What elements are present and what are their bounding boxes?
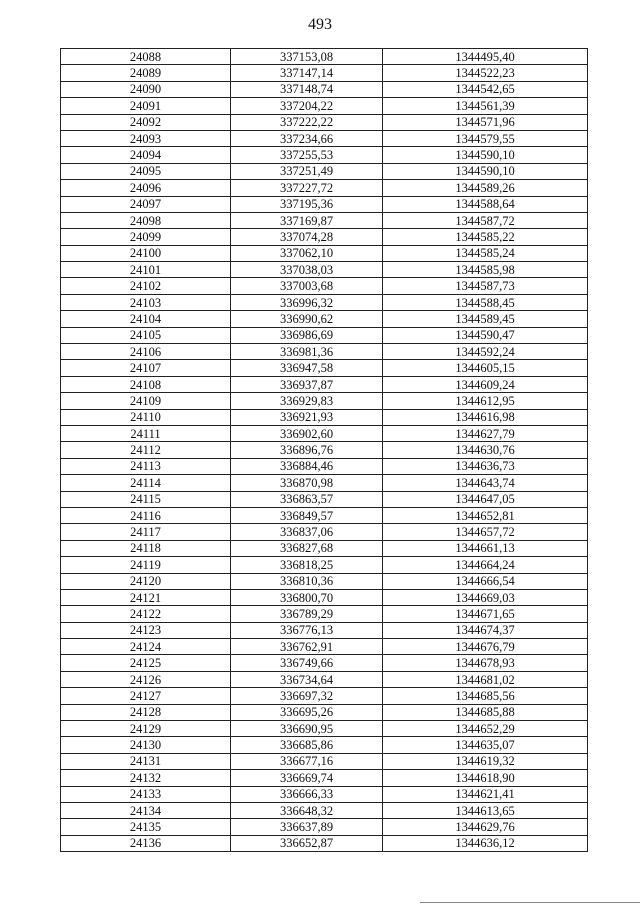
point-number-cell: 24088 <box>61 49 231 65</box>
y-coordinate-cell: 1344585,98 <box>383 262 588 278</box>
table-row <box>61 573 588 589</box>
y-coordinate-cell: 1344629,76 <box>383 819 588 835</box>
table-row <box>61 311 588 327</box>
x-coordinate-cell: 337038,03 <box>231 262 383 278</box>
scan-edge-line <box>420 902 640 903</box>
table-row <box>61 245 588 261</box>
x-coordinate-cell: 336902,60 <box>231 425 383 441</box>
table-row <box>61 622 588 638</box>
point-number-cell: 24106 <box>61 344 231 360</box>
y-coordinate-cell: 1344671,65 <box>383 606 588 622</box>
x-coordinate-cell: 336818,25 <box>231 557 383 573</box>
point-number-cell: 24135 <box>61 819 231 835</box>
table-row <box>61 409 588 425</box>
x-coordinate-cell: 336762,91 <box>231 639 383 655</box>
page-number: 493 <box>308 16 332 33</box>
table-row <box>61 721 588 737</box>
point-number-cell: 24131 <box>61 753 231 769</box>
y-coordinate-cell: 1344561,39 <box>383 98 588 114</box>
point-number-cell: 24108 <box>61 376 231 392</box>
point-number-cell: 24126 <box>61 671 231 687</box>
table-row <box>61 147 588 163</box>
point-number-cell: 24092 <box>61 114 231 130</box>
point-number-cell: 24098 <box>61 212 231 228</box>
table-row <box>61 360 588 376</box>
point-number-cell: 24105 <box>61 327 231 343</box>
point-number-cell: 24128 <box>61 704 231 720</box>
x-coordinate-cell: 336669,74 <box>231 770 383 786</box>
x-coordinate-cell: 337255,53 <box>231 147 383 163</box>
y-coordinate-cell: 1344589,45 <box>383 311 588 327</box>
x-coordinate-cell: 337227,72 <box>231 180 383 196</box>
y-coordinate-cell: 1344612,95 <box>383 393 588 409</box>
y-coordinate-cell: 1344571,96 <box>383 114 588 130</box>
x-coordinate-cell: 336849,57 <box>231 507 383 523</box>
y-coordinate-cell: 1344495,40 <box>383 49 588 65</box>
table-body <box>61 49 588 852</box>
table-row <box>61 81 588 97</box>
point-number-cell: 24103 <box>61 294 231 310</box>
table-row <box>61 114 588 130</box>
x-coordinate-cell: 336981,36 <box>231 344 383 360</box>
table-row <box>61 278 588 294</box>
table-row <box>61 65 588 81</box>
table-row <box>61 786 588 802</box>
y-coordinate-cell: 1344592,24 <box>383 344 588 360</box>
table-row <box>61 49 588 65</box>
x-coordinate-cell: 337074,28 <box>231 229 383 245</box>
y-coordinate-cell: 1344657,72 <box>383 524 588 540</box>
table-row <box>61 393 588 409</box>
x-coordinate-cell: 337204,22 <box>231 98 383 114</box>
table-row <box>61 802 588 818</box>
point-number-cell: 24133 <box>61 786 231 802</box>
y-coordinate-cell: 1344587,72 <box>383 212 588 228</box>
point-number-cell: 24125 <box>61 655 231 671</box>
x-coordinate-cell: 336870,98 <box>231 475 383 491</box>
x-coordinate-cell: 337148,74 <box>231 81 383 97</box>
y-coordinate-cell: 1344652,81 <box>383 507 588 523</box>
y-coordinate-cell: 1344685,56 <box>383 688 588 704</box>
point-number-cell: 24111 <box>61 425 231 441</box>
table-row <box>61 770 588 786</box>
table-row <box>61 540 588 556</box>
table-row <box>61 376 588 392</box>
table-row <box>61 130 588 146</box>
point-number-cell: 24093 <box>61 130 231 146</box>
table-row <box>61 163 588 179</box>
x-coordinate-cell: 336863,57 <box>231 491 383 507</box>
table-row <box>61 442 588 458</box>
table-row <box>61 737 588 753</box>
y-coordinate-cell: 1344590,47 <box>383 327 588 343</box>
y-coordinate-cell: 1344685,88 <box>383 704 588 720</box>
point-number-cell: 24123 <box>61 622 231 638</box>
table-row <box>61 491 588 507</box>
point-number-cell: 24129 <box>61 721 231 737</box>
table-row <box>61 212 588 228</box>
table-row <box>61 327 588 343</box>
x-coordinate-cell: 337222,22 <box>231 114 383 130</box>
point-number-cell: 24119 <box>61 557 231 573</box>
point-number-cell: 24115 <box>61 491 231 507</box>
x-coordinate-cell: 336734,64 <box>231 671 383 687</box>
table-row <box>61 835 588 851</box>
x-coordinate-cell: 336937,87 <box>231 376 383 392</box>
x-coordinate-cell: 336690,95 <box>231 721 383 737</box>
point-number-cell: 24112 <box>61 442 231 458</box>
point-number-cell: 24101 <box>61 262 231 278</box>
x-coordinate-cell: 336637,89 <box>231 819 383 835</box>
y-coordinate-cell: 1344664,24 <box>383 557 588 573</box>
coordinates-table <box>60 48 588 852</box>
y-coordinate-cell: 1344627,79 <box>383 425 588 441</box>
point-number-cell: 24100 <box>61 245 231 261</box>
y-coordinate-cell: 1344542,65 <box>383 81 588 97</box>
point-number-cell: 24094 <box>61 147 231 163</box>
table-row <box>61 458 588 474</box>
table-row <box>61 688 588 704</box>
y-coordinate-cell: 1344636,73 <box>383 458 588 474</box>
table-row <box>61 344 588 360</box>
y-coordinate-cell: 1344652,29 <box>383 721 588 737</box>
table-row <box>61 753 588 769</box>
x-coordinate-cell: 336986,69 <box>231 327 383 343</box>
table-row <box>61 589 588 605</box>
point-number-cell: 24120 <box>61 573 231 589</box>
x-coordinate-cell: 336929,83 <box>231 393 383 409</box>
table-row <box>61 196 588 212</box>
y-coordinate-cell: 1344678,93 <box>383 655 588 671</box>
point-number-cell: 24116 <box>61 507 231 523</box>
point-number-cell: 24107 <box>61 360 231 376</box>
point-number-cell: 24130 <box>61 737 231 753</box>
x-coordinate-cell: 336789,29 <box>231 606 383 622</box>
y-coordinate-cell: 1344609,24 <box>383 376 588 392</box>
y-coordinate-cell: 1344587,73 <box>383 278 588 294</box>
x-coordinate-cell: 337147,14 <box>231 65 383 81</box>
y-coordinate-cell: 1344522,23 <box>383 65 588 81</box>
x-coordinate-cell: 336652,87 <box>231 835 383 851</box>
point-number-cell: 24099 <box>61 229 231 245</box>
table-row <box>61 507 588 523</box>
point-number-cell: 24114 <box>61 475 231 491</box>
x-coordinate-cell: 336947,58 <box>231 360 383 376</box>
point-number-cell: 24113 <box>61 458 231 474</box>
table-row <box>61 819 588 835</box>
x-coordinate-cell: 337234,66 <box>231 130 383 146</box>
x-coordinate-cell: 337195,36 <box>231 196 383 212</box>
point-number-cell: 24122 <box>61 606 231 622</box>
y-coordinate-cell: 1344669,03 <box>383 589 588 605</box>
x-coordinate-cell: 336695,26 <box>231 704 383 720</box>
x-coordinate-cell: 336749,66 <box>231 655 383 671</box>
point-number-cell: 24104 <box>61 311 231 327</box>
x-coordinate-cell: 337169,87 <box>231 212 383 228</box>
y-coordinate-cell: 1344666,54 <box>383 573 588 589</box>
point-number-cell: 24118 <box>61 540 231 556</box>
y-coordinate-cell: 1344635,07 <box>383 737 588 753</box>
x-coordinate-cell: 336800,70 <box>231 589 383 605</box>
y-coordinate-cell: 1344579,55 <box>383 130 588 146</box>
point-number-cell: 24134 <box>61 802 231 818</box>
y-coordinate-cell: 1344661,13 <box>383 540 588 556</box>
y-coordinate-cell: 1344588,45 <box>383 294 588 310</box>
table-row <box>61 671 588 687</box>
point-number-cell: 24121 <box>61 589 231 605</box>
point-number-cell: 24090 <box>61 81 231 97</box>
x-coordinate-cell: 337003,68 <box>231 278 383 294</box>
y-coordinate-cell: 1344676,79 <box>383 639 588 655</box>
point-number-cell: 24097 <box>61 196 231 212</box>
table-row <box>61 425 588 441</box>
x-coordinate-cell: 336677,16 <box>231 753 383 769</box>
y-coordinate-cell: 1344616,98 <box>383 409 588 425</box>
x-coordinate-cell: 337153,08 <box>231 49 383 65</box>
point-number-cell: 24089 <box>61 65 231 81</box>
table-row <box>61 606 588 622</box>
table-row <box>61 180 588 196</box>
x-coordinate-cell: 336896,76 <box>231 442 383 458</box>
x-coordinate-cell: 336666,33 <box>231 786 383 802</box>
x-coordinate-cell: 336827,68 <box>231 540 383 556</box>
table-row <box>61 262 588 278</box>
table-row <box>61 655 588 671</box>
y-coordinate-cell: 1344613,65 <box>383 802 588 818</box>
point-number-cell: 24109 <box>61 393 231 409</box>
point-number-cell: 24132 <box>61 770 231 786</box>
table-row <box>61 704 588 720</box>
point-number-cell: 24110 <box>61 409 231 425</box>
x-coordinate-cell: 336776,13 <box>231 622 383 638</box>
x-coordinate-cell: 337062,10 <box>231 245 383 261</box>
y-coordinate-cell: 1344674,37 <box>383 622 588 638</box>
point-number-cell: 24091 <box>61 98 231 114</box>
x-coordinate-cell: 336921,93 <box>231 409 383 425</box>
table-row <box>61 639 588 655</box>
point-number-cell: 24095 <box>61 163 231 179</box>
point-number-cell: 24102 <box>61 278 231 294</box>
y-coordinate-cell: 1344590,10 <box>383 163 588 179</box>
x-coordinate-cell: 336810,36 <box>231 573 383 589</box>
y-coordinate-cell: 1344643,74 <box>383 475 588 491</box>
point-number-cell: 24124 <box>61 639 231 655</box>
x-coordinate-cell: 336884,46 <box>231 458 383 474</box>
y-coordinate-cell: 1344585,24 <box>383 245 588 261</box>
x-coordinate-cell: 336996,32 <box>231 294 383 310</box>
point-number-cell: 24096 <box>61 180 231 196</box>
y-coordinate-cell: 1344621,41 <box>383 786 588 802</box>
y-coordinate-cell: 1344618,90 <box>383 770 588 786</box>
x-coordinate-cell: 336697,32 <box>231 688 383 704</box>
table-row <box>61 524 588 540</box>
point-number-cell: 24136 <box>61 835 231 851</box>
y-coordinate-cell: 1344590,10 <box>383 147 588 163</box>
point-number-cell: 24127 <box>61 688 231 704</box>
table-row <box>61 475 588 491</box>
x-coordinate-cell: 336648,32 <box>231 802 383 818</box>
y-coordinate-cell: 1344589,26 <box>383 180 588 196</box>
table-row <box>61 229 588 245</box>
y-coordinate-cell: 1344647,05 <box>383 491 588 507</box>
x-coordinate-cell: 336990,62 <box>231 311 383 327</box>
y-coordinate-cell: 1344619,32 <box>383 753 588 769</box>
table-row <box>61 294 588 310</box>
y-coordinate-cell: 1344630,76 <box>383 442 588 458</box>
table-row <box>61 557 588 573</box>
point-number-cell: 24117 <box>61 524 231 540</box>
y-coordinate-cell: 1344605,15 <box>383 360 588 376</box>
table-row <box>61 98 588 114</box>
y-coordinate-cell: 1344588,64 <box>383 196 588 212</box>
x-coordinate-cell: 336685,86 <box>231 737 383 753</box>
y-coordinate-cell: 1344681,02 <box>383 671 588 687</box>
y-coordinate-cell: 1344585,22 <box>383 229 588 245</box>
x-coordinate-cell: 337251,49 <box>231 163 383 179</box>
x-coordinate-cell: 336837,06 <box>231 524 383 540</box>
y-coordinate-cell: 1344636,12 <box>383 835 588 851</box>
